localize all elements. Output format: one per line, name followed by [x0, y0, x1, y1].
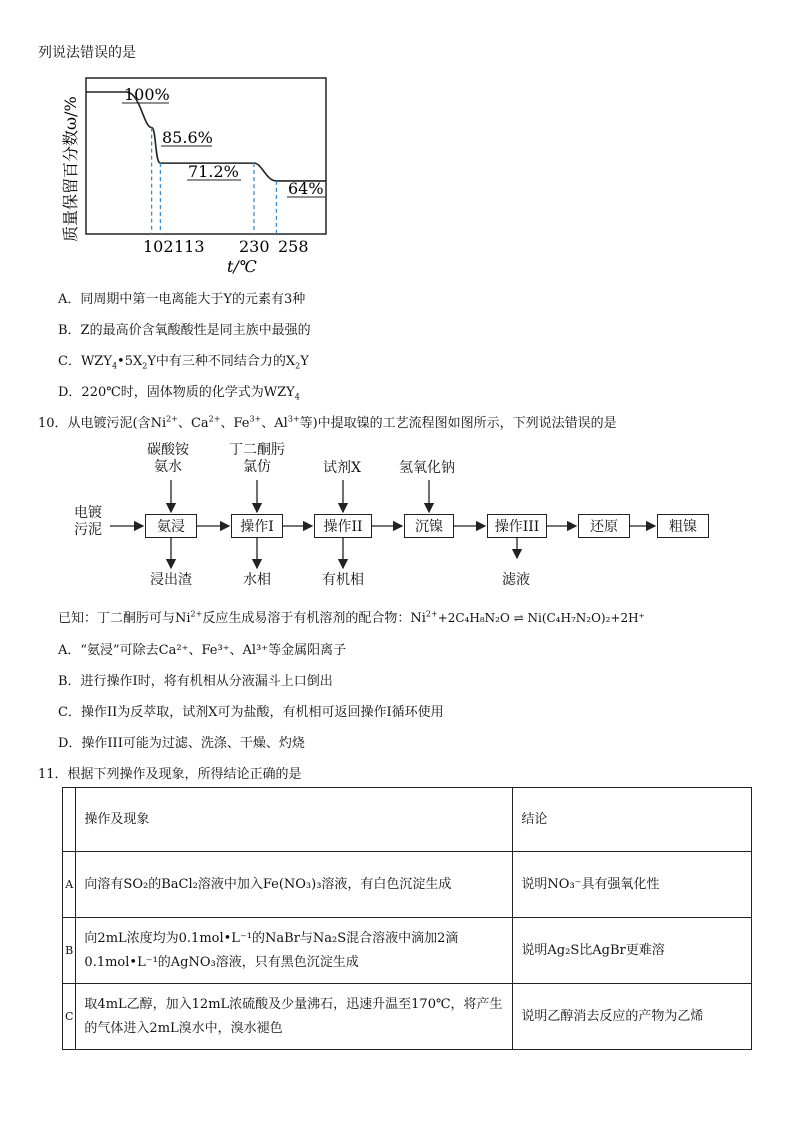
top-label-1: 碳酸铵 氨水: [147, 442, 189, 475]
bottom-label-3: 有机相: [322, 572, 364, 588]
q9-option-a: A．同周期中第一电离能大于Y的元素有3种: [58, 292, 306, 307]
row-operation: 向2mL浓度均为0.1mol•L⁻¹的NaBr与Na₂S混合溶液中滴加2滴0.1mol•L⁻¹的AgNO₃溶液，只有黑色沉淀生成: [76, 918, 513, 984]
table-row: [63, 984, 752, 1050]
label-71-2: 71.2%: [188, 162, 239, 181]
intro-line: 列说法错误的是: [38, 45, 136, 61]
q9-option-c: C．$WZY_4•5X_2Y$中有三种不同结合力的$X_2Y$: [58, 354, 309, 371]
x-axis-label: t/℃: [227, 257, 257, 276]
q10-stem: 10．从电镀污泥(含$Ni^{2+}$、$Ca^{2+}$、$Fe^{3+}$、$Al^{3+}$等)中提取镍的工艺流程图如图所示，下列说法错误的是: [38, 414, 617, 431]
top-label-4: 氢氧化钠: [399, 460, 455, 476]
q10-known: 已知：丁二酮肟可与$Ni^{2+}$反应生成易溶于有机溶剂的配合物：$Ni^{2+}+2C_4H_8N_2O$ ⇌ Ni(C₄H₇N₂O)₂+2H⁺: [58, 609, 645, 626]
q9-option-b: B．Z的最高价含氧酸酸性是同主族中最强的: [58, 323, 311, 338]
row-operation: 向溶有SO₂的BaCl₂溶液中加入Fe(NO₃)₃溶液，有白色沉淀生成: [76, 852, 513, 918]
row-conclusion: 说明乙醇消去反应的产物为乙烯: [513, 984, 752, 1050]
tick-258: 258: [278, 237, 309, 256]
row-key: A: [63, 852, 76, 918]
top-label-3: 试剂X: [323, 460, 361, 476]
q11-table: [62, 787, 752, 1050]
tga-chart: [52, 72, 382, 292]
header-conclusion: 结论: [513, 788, 752, 852]
q9-option-d: D．220℃时，固体物质的化学式为$WZY_4$: [58, 385, 300, 402]
label-64: 64%: [288, 179, 324, 198]
start-label: 电镀 污泥: [74, 505, 102, 538]
bottom-label-2: 水相: [243, 572, 271, 588]
tick-230: 230: [239, 237, 270, 256]
row-conclusion: 说明Ag₂S比AgBr更难溶: [513, 918, 752, 984]
q10-option-a: A．“氨浸”可除去Ca²⁺、Fe³⁺、Al³⁺等金属阳离子: [58, 643, 347, 658]
tick-113: 113: [174, 237, 205, 256]
row-operation: 取4mL乙醇，加入12mL浓硫酸及少量沸石，迅速升温至170℃，将产生的气体进入2mL溴水中，溴水褪色: [76, 984, 513, 1050]
table-row: [63, 918, 752, 984]
bottom-label-4: 滤液: [502, 572, 530, 588]
header-operation: 操作及现象: [76, 788, 513, 852]
box-ammonia-leach: 氨浸: [145, 514, 197, 538]
box-op3: 操作III: [487, 514, 547, 538]
box-op2: 操作II: [314, 514, 372, 538]
y-axis-label: 质量保留百分数ω/%: [61, 96, 80, 242]
tick-102: 102: [143, 237, 174, 256]
q10-option-d: D．操作III可能为过滤、洗涤、干燥、灼烧: [58, 736, 305, 751]
q11-stem: 11．根据下列操作及现象，所得结论正确的是: [38, 767, 302, 782]
box-reduce: 还原: [578, 514, 630, 538]
row-key: C: [63, 984, 76, 1050]
q10-option-b: B．进行操作I时，将有机相从分液漏斗上口倒出: [58, 674, 333, 689]
table-row: [63, 852, 752, 918]
table-header-row: [63, 788, 752, 852]
box-crude-ni: 粗镍: [657, 514, 709, 538]
top-label-2: 丁二酮肟 氯仿: [229, 442, 285, 475]
row-key: B: [63, 918, 76, 984]
box-op1: 操作I: [231, 514, 283, 538]
label-100: 100%: [124, 85, 170, 104]
row-conclusion: 说明NO₃⁻具有强氧化性: [513, 852, 752, 918]
label-85-6: 85.6%: [162, 128, 213, 147]
q10-option-c: C．操作II为反萃取，试剂X可为盐酸，有机相可返回操作I循环使用: [58, 705, 444, 720]
bottom-label-1: 浸出渣: [150, 572, 192, 588]
box-precip-ni: 沉镍: [404, 514, 454, 538]
